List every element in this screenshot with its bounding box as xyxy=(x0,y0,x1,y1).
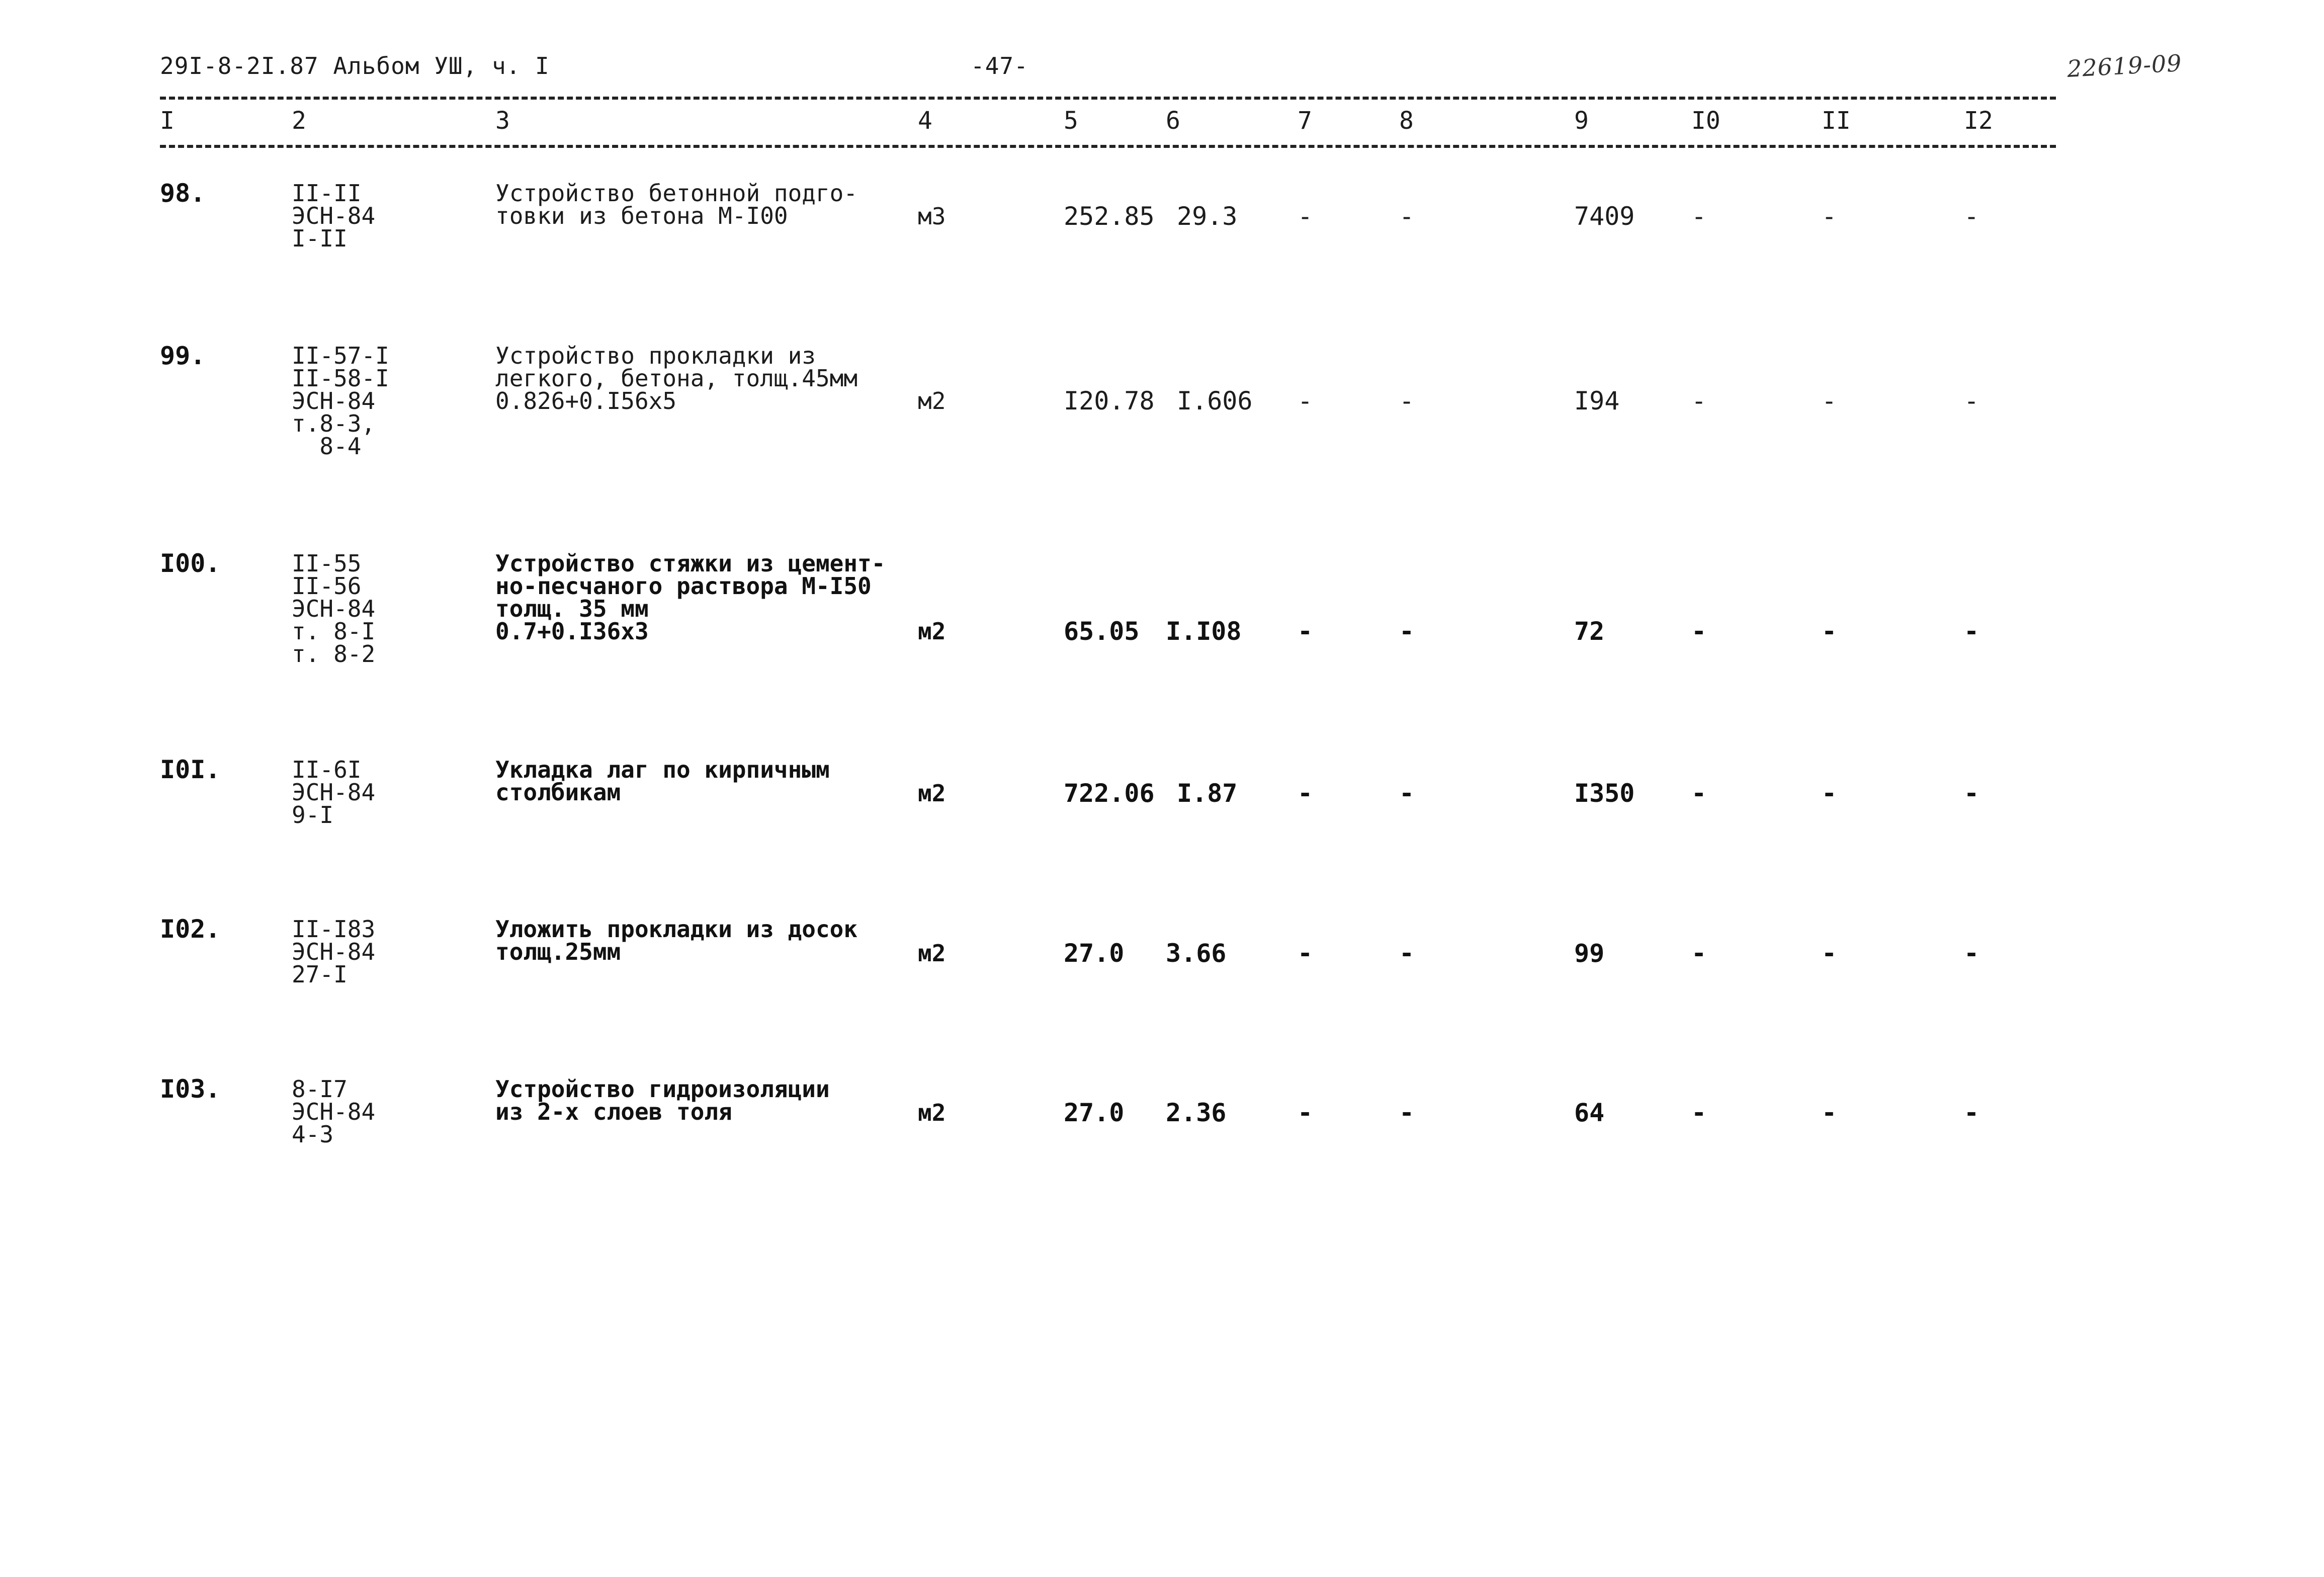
column-number: II xyxy=(1822,107,1851,135)
column-number: 2 xyxy=(292,107,306,135)
column-number: I0 xyxy=(1691,107,1720,135)
quantity: 722.06 xyxy=(1064,779,1155,808)
total-cost: I350 xyxy=(1574,779,1635,808)
norm-code: II-I83 ЭСН-84 27-I xyxy=(292,916,376,988)
column-number: I xyxy=(160,107,175,135)
unit-price: 3.66 xyxy=(1166,939,1227,968)
work-description: Устройство стяжки из цемент- но-песчаного раствора М-I50 толщ. 35 мм 0.7+0.I36x3 xyxy=(495,550,886,645)
quantity: I20.78 xyxy=(1064,386,1155,416)
row-number: 98. xyxy=(160,179,206,208)
unit-price: I.I08 xyxy=(1166,617,1242,646)
header-rule-top xyxy=(160,97,2056,100)
col10-value: - xyxy=(1691,202,1707,231)
document-code: 29I-8-2I.87 Альбом УШ, ч. I xyxy=(160,52,550,79)
col12-value: - xyxy=(1964,202,1979,231)
row-number: I0I. xyxy=(160,755,221,784)
column-number: 3 xyxy=(495,107,510,135)
unit: м2 xyxy=(918,940,946,967)
col11-value: - xyxy=(1822,386,1837,416)
col11-value: - xyxy=(1822,779,1837,808)
unit: м3 xyxy=(918,203,946,230)
col11-value: - xyxy=(1822,617,1837,646)
col7-value: - xyxy=(1298,617,1313,646)
work-description: Устройство прокладки из легкого, бетона, толщ.45мм 0.826+0.I56x5 xyxy=(495,342,858,414)
column-number: 6 xyxy=(1166,107,1180,135)
unit-price: I.87 xyxy=(1177,779,1238,808)
col7-value: - xyxy=(1298,939,1313,968)
total-cost: 64 xyxy=(1574,1098,1605,1127)
column-number: 7 xyxy=(1298,107,1312,135)
unit-price: 29.3 xyxy=(1177,202,1238,231)
col7-value: - xyxy=(1298,779,1313,808)
col10-value: - xyxy=(1691,386,1707,416)
col10-value: - xyxy=(1691,939,1707,968)
work-description: Укладка лаг по кирпичным столбикам xyxy=(495,756,830,806)
column-number: 8 xyxy=(1399,107,1414,135)
norm-code: II-55 II-56 ЭСН-84 т. 8-I т. 8-2 xyxy=(292,550,376,668)
work-description: Уложить прокладки из досок толщ.25мм xyxy=(495,916,858,965)
quantity: 27.0 xyxy=(1064,939,1125,968)
col8-value: - xyxy=(1399,202,1415,231)
column-number: 9 xyxy=(1574,107,1589,135)
unit: м2 xyxy=(918,618,946,645)
unit: м2 xyxy=(918,387,946,414)
col11-value: - xyxy=(1822,1098,1837,1127)
col10-value: - xyxy=(1691,1098,1707,1127)
page-number: -47- xyxy=(971,52,1028,79)
norm-code: II-57-I II-58-I ЭСН-84 т.8-3, 8-4 xyxy=(292,342,389,460)
quantity: 27.0 xyxy=(1064,1098,1125,1127)
row-number: I03. xyxy=(160,1074,221,1104)
col8-value: - xyxy=(1399,617,1415,646)
row-number: 99. xyxy=(160,341,206,370)
header-rule-bottom xyxy=(160,145,2056,148)
column-number: 5 xyxy=(1064,107,1078,135)
col11-value: - xyxy=(1822,939,1837,968)
col7-value: - xyxy=(1298,1098,1313,1127)
unit: м2 xyxy=(918,1099,946,1126)
col8-value: - xyxy=(1399,939,1415,968)
col8-value: - xyxy=(1399,779,1415,808)
work-description: Устройство гидроизоляции из 2-х слоев толя xyxy=(495,1075,830,1125)
total-cost: 99 xyxy=(1574,939,1605,968)
col10-value: - xyxy=(1691,779,1707,808)
total-cost: I94 xyxy=(1574,386,1620,416)
col12-value: - xyxy=(1964,939,1979,968)
norm-code: 8-I7 ЭСН-84 4-3 xyxy=(292,1075,376,1148)
unit: м2 xyxy=(918,780,946,807)
unit-price: 2.36 xyxy=(1166,1098,1227,1127)
unit-price: I.606 xyxy=(1177,386,1253,416)
quantity: 65.05 xyxy=(1064,617,1140,646)
reference-stamp: 22619-09 xyxy=(2066,49,2183,82)
column-number: 4 xyxy=(918,107,932,135)
col7-value: - xyxy=(1298,202,1313,231)
col10-value: - xyxy=(1691,617,1707,646)
row-number: I02. xyxy=(160,915,221,944)
norm-code: II-6I ЭСН-84 9-I xyxy=(292,756,376,828)
total-cost: 72 xyxy=(1574,617,1605,646)
col7-value: - xyxy=(1298,386,1313,416)
row-number: I00. xyxy=(160,549,221,578)
quantity: 252.85 xyxy=(1064,202,1155,231)
col11-value: - xyxy=(1822,202,1837,231)
col8-value: - xyxy=(1399,386,1415,416)
total-cost: 7409 xyxy=(1574,202,1635,231)
col8-value: - xyxy=(1399,1098,1415,1127)
col12-value: - xyxy=(1964,386,1979,416)
norm-code: II-II ЭСН-84 I-II xyxy=(292,180,376,252)
col12-value: - xyxy=(1964,617,1979,646)
column-number: I2 xyxy=(1964,107,1993,135)
work-description: Устройство бетонной подго- товки из бетона М-I00 xyxy=(495,180,858,229)
col12-value: - xyxy=(1964,779,1979,808)
col12-value: - xyxy=(1964,1098,1979,1127)
